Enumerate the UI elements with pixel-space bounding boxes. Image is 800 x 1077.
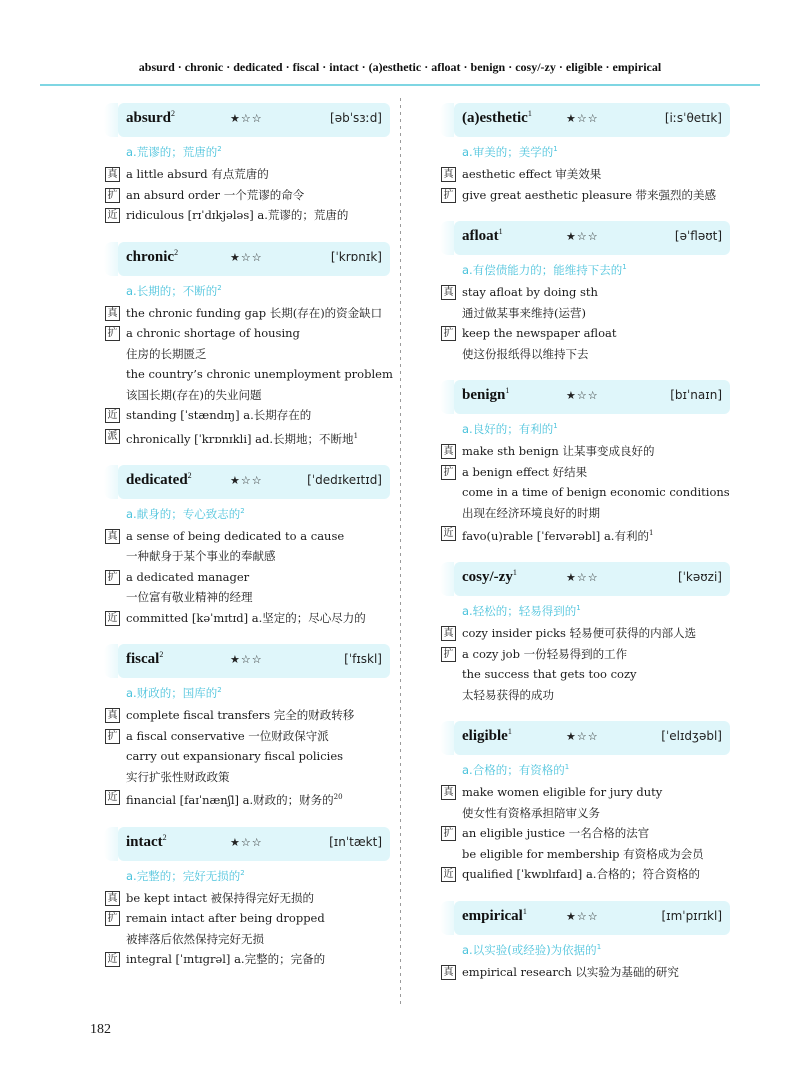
star-rating: ★☆☆ xyxy=(566,230,599,243)
headword-frequency: 2 xyxy=(171,109,176,118)
example-text: 使女性有资格承担陪审义务 xyxy=(462,805,600,820)
example-line xyxy=(440,503,730,524)
left-column xyxy=(104,103,393,986)
example-text: empirical research 以实验为基础的研究 xyxy=(462,964,679,979)
tag-box: 扩 xyxy=(105,729,120,744)
tag-box: 扩 xyxy=(105,188,120,203)
headword-bar xyxy=(454,901,730,935)
example-text: 住房的长期匮乏 xyxy=(126,346,207,361)
headword-frequency: 1 xyxy=(512,568,517,578)
example-frequency: 20 xyxy=(333,793,343,802)
definition-frequency: 1 xyxy=(576,604,581,613)
example-line xyxy=(440,282,730,303)
headword xyxy=(462,227,503,245)
headword xyxy=(126,109,175,127)
example-text: a cozy job 一份轻易得到的工作 xyxy=(462,646,628,661)
example-text: a sense of being dedicated to a cause xyxy=(126,528,345,543)
tag-box: 扩 xyxy=(441,826,456,841)
definition-text: a.完整的；完好无损的 xyxy=(126,868,241,883)
tag-box: 真 xyxy=(441,444,456,459)
headword xyxy=(126,650,163,668)
header-rule xyxy=(40,84,760,86)
example-text: 一种献身于某个事业的奉献感 xyxy=(126,549,276,564)
example-line xyxy=(440,782,730,803)
definition xyxy=(462,262,730,278)
example-text: an absurd order 一个荒谬的命令 xyxy=(126,187,305,202)
definition-frequency: 1 xyxy=(553,145,558,154)
example-text: 被摔落后依然保持完好无损 xyxy=(126,931,264,946)
example-text: ridiculous [rɪˈdɪkjələs] a.荒谬的；荒唐的 xyxy=(126,208,349,222)
example-frequency: 1 xyxy=(353,431,359,440)
example-text: the success that gets too cozy xyxy=(462,667,637,682)
example-line xyxy=(104,185,390,206)
example-line xyxy=(440,185,730,206)
definition-frequency: 2 xyxy=(240,507,245,515)
example-text: make women eligible for jury duty xyxy=(462,785,663,800)
headword-frequency: 1 xyxy=(498,227,503,236)
example-text: chronically [ˈkrɒnɪkli] ad.长期地；不断地 xyxy=(126,431,354,446)
definition-frequency: 1 xyxy=(553,422,558,431)
example-text: 一位富有敬业精神的经理 xyxy=(126,590,253,605)
example-line xyxy=(440,523,730,546)
definition xyxy=(462,762,730,778)
tag-box: 派 xyxy=(105,429,120,444)
example-line xyxy=(440,323,730,344)
example-line xyxy=(440,344,730,365)
example-line xyxy=(104,908,390,929)
tag-box: 扩 xyxy=(105,326,120,341)
headword-bar xyxy=(454,562,730,596)
example-text: 使这份报纸得以维持下去 xyxy=(462,346,589,361)
example-line xyxy=(440,685,730,706)
phonetic: [ɪmˈpɪrɪkl] xyxy=(661,908,722,923)
star-rating: ★☆☆ xyxy=(230,473,263,487)
example-text: make sth benign 让某事变成良好的 xyxy=(462,444,655,458)
example-text: favo(u)rable [ˈfeɪvərəbl] a.有利的 xyxy=(462,528,649,543)
definition-text: a.以实验(或经验)为依据的 xyxy=(462,942,597,957)
definition-text: a.长期的；不断的 xyxy=(126,283,218,298)
example-line xyxy=(440,803,730,824)
entry-fiscal xyxy=(104,644,390,810)
example-line xyxy=(104,205,390,226)
star-rating: ★☆☆ xyxy=(566,112,599,125)
example-text: keep the newspaper afloat xyxy=(462,326,617,340)
tag-box: 扩 xyxy=(441,647,456,662)
definition-frequency: 1 xyxy=(596,943,602,951)
example-text: stay afloat by doing sth xyxy=(462,285,598,299)
headword-frequency: 2 xyxy=(162,832,167,842)
column-divider xyxy=(396,98,406,1008)
definition xyxy=(462,421,730,437)
tag-box: 近 xyxy=(441,526,456,541)
example-line xyxy=(104,344,390,365)
example-text: the chronic funding gap 长期(存在)的资金缺口 xyxy=(126,305,383,320)
headword xyxy=(462,386,509,404)
star-rating: ★☆☆ xyxy=(566,730,599,744)
star-rating: ★☆☆ xyxy=(566,389,599,402)
example-line xyxy=(104,746,390,767)
entry-aesthetic xyxy=(440,103,730,205)
example-line xyxy=(440,164,730,185)
example-line xyxy=(440,482,730,503)
headword-bar xyxy=(118,465,390,499)
example-text: complete fiscal transfers 完全的财政转移 xyxy=(126,708,355,723)
definition xyxy=(462,603,730,619)
example-text: an eligible justice 一名合格的法官 xyxy=(462,826,650,841)
example-text: the country’s chronic unemployment problem xyxy=(126,367,393,381)
star-rating: ★☆☆ xyxy=(230,835,263,849)
definition xyxy=(126,506,390,522)
star-rating: ★☆☆ xyxy=(230,653,263,667)
phonetic: [əbˈsɜːd] xyxy=(330,111,382,125)
tag-box: 近 xyxy=(105,952,120,967)
definition-frequency: 2 xyxy=(217,283,222,292)
headword-text: intact xyxy=(126,833,163,850)
definition-frequency: 2 xyxy=(217,145,222,154)
tag-box: 真 xyxy=(441,785,456,800)
tag-box: 扩 xyxy=(105,911,120,926)
example-text: a little absurd 有点荒唐的 xyxy=(126,167,269,181)
definition-frequency: 1 xyxy=(564,763,570,772)
headword-text: chronic xyxy=(126,248,175,265)
tag-box: 真 xyxy=(105,306,120,321)
tag-box: 真 xyxy=(441,285,456,300)
example-line xyxy=(440,962,730,983)
example-line xyxy=(104,767,390,788)
example-line xyxy=(440,462,730,483)
example-line xyxy=(104,303,390,324)
headword-frequency: 2 xyxy=(159,650,164,660)
example-text: committed [kəˈmɪtɪd] a.坚定的；尽心尽力的 xyxy=(126,610,366,625)
headword-bar xyxy=(118,103,390,137)
tag-box: 近 xyxy=(105,408,120,423)
example-text: 出现在经济环境良好的时期 xyxy=(462,505,600,520)
definition-text: a.审美的；美学的 xyxy=(462,145,554,159)
headword-text: benign xyxy=(462,387,506,403)
headword-text: cosy/-zy xyxy=(462,569,513,586)
example-line xyxy=(440,303,730,324)
example-line xyxy=(440,664,730,685)
example-line xyxy=(104,929,390,950)
example-line xyxy=(104,526,390,547)
headword-bar xyxy=(454,221,730,255)
phonetic: [ˈkəʊzi] xyxy=(677,570,722,585)
definition xyxy=(126,868,390,884)
star-rating: ★☆☆ xyxy=(230,112,263,125)
headword xyxy=(126,471,192,489)
definition xyxy=(126,144,390,160)
star-rating: ★☆☆ xyxy=(230,250,263,264)
example-line xyxy=(440,441,730,462)
headword-bar xyxy=(454,721,730,755)
headword-text: absurd xyxy=(126,110,172,126)
headword-bar xyxy=(118,644,390,678)
example-frequency: 1 xyxy=(648,529,654,537)
entry-chronic xyxy=(104,242,393,449)
headword-text: eligible xyxy=(462,728,508,745)
headword-frequency: 1 xyxy=(507,727,512,737)
definition-text: a.有偿债能力的；能维持下去的 xyxy=(462,263,623,277)
tag-box: 近 xyxy=(105,611,120,626)
definition-text: a.荒谬的；荒唐的 xyxy=(126,145,218,159)
tag-box: 真 xyxy=(441,965,456,980)
example-text: a benign effect 好结果 xyxy=(462,464,588,479)
running-header xyxy=(40,52,760,82)
headword xyxy=(126,833,167,851)
tag-box: 扩 xyxy=(441,188,456,203)
tag-box: 真 xyxy=(105,167,120,182)
headword-text: empirical xyxy=(462,907,523,924)
definition-text: a.献身的；专心致志的 xyxy=(126,506,241,521)
example-text: financial [faɪˈnænʃl] a.财政的；财务的 xyxy=(126,793,334,808)
example-line xyxy=(104,705,390,726)
header-word-list: absurd · chronic · dedicated · fiscal · intact · (a)esthetic · afloat · benign · cosy/-zy · eligible · empirical xyxy=(138,60,662,74)
headword-text: fiscal xyxy=(126,651,160,668)
tag-box: 近 xyxy=(105,208,120,223)
example-text: cozy insider picks 轻易便可获得的内部人选 xyxy=(462,626,697,641)
headword xyxy=(462,109,532,127)
headword-bar xyxy=(454,103,730,137)
example-line xyxy=(104,164,390,185)
example-line xyxy=(104,546,390,567)
headword-bar xyxy=(454,380,730,414)
example-text: remain intact after being dropped xyxy=(126,911,325,926)
entry-afloat xyxy=(440,221,730,364)
example-text: 太轻易获得的成功 xyxy=(462,687,554,702)
example-line xyxy=(104,385,390,406)
entry-cosyzy xyxy=(440,562,730,705)
example-text: a chronic shortage of housing xyxy=(126,326,300,340)
example-text: 通过做某事来维持(运营) xyxy=(462,305,586,320)
headword-frequency: 1 xyxy=(505,386,510,395)
example-text: integral [ˈɪntɪgrəl] a.完整的；完备的 xyxy=(126,952,326,967)
headword-text: dedicated xyxy=(126,471,188,488)
tag-box: 真 xyxy=(441,167,456,182)
example-text: carry out expansionary fiscal policies xyxy=(126,749,344,764)
example-line xyxy=(440,623,730,644)
definition-text: a.轻松的；轻易得到的 xyxy=(462,604,577,619)
definition-text: a.合格的；有资格的 xyxy=(462,763,565,778)
example-line xyxy=(440,823,730,844)
definition-frequency: 1 xyxy=(622,263,627,272)
tag-box: 真 xyxy=(105,891,120,906)
example-line xyxy=(440,844,730,865)
phonetic: [bɪˈnaɪn] xyxy=(670,388,722,402)
example-text: 该国长期(存在)的失业问题 xyxy=(126,387,262,402)
star-rating: ★☆☆ xyxy=(566,571,599,585)
phonetic: [ˈkrɒnɪk] xyxy=(330,249,382,264)
tag-box: 扩 xyxy=(441,465,456,480)
phonetic: [ˈelɪdʒəbl] xyxy=(661,729,722,744)
headword-bar xyxy=(118,242,390,276)
headword xyxy=(462,907,527,925)
example-line xyxy=(440,644,730,665)
example-text: qualified [ˈkwɒlɪfaɪd] a.合格的；符合资格的 xyxy=(462,867,700,882)
phonetic: [ˈfɪskl] xyxy=(344,652,382,667)
headword-text: (a)esthetic xyxy=(462,110,528,126)
tag-box: 扩 xyxy=(105,570,120,585)
tag-box: 真 xyxy=(441,626,456,641)
headword-text: afloat xyxy=(462,228,499,244)
example-text: be eligible for membership 有资格成为会员 xyxy=(462,846,704,861)
example-line xyxy=(104,888,390,909)
example-text: be kept intact 被保持得完好无损的 xyxy=(126,890,315,905)
example-text: a dedicated manager xyxy=(126,569,250,584)
definition xyxy=(462,144,730,160)
example-line xyxy=(104,323,390,344)
example-line xyxy=(104,949,390,970)
entry-eligible xyxy=(440,721,730,885)
tag-box: 近 xyxy=(441,867,456,882)
example-text: come in a time of benign economic conditions xyxy=(462,485,730,499)
example-text: give great aesthetic pleasure 带来强烈的美感 xyxy=(462,187,717,202)
example-text: standing [ˈstændɪŋ] a.长期存在的 xyxy=(126,408,312,422)
example-line xyxy=(104,726,390,747)
example-text: a fiscal conservative 一位财政保守派 xyxy=(126,728,329,743)
example-line xyxy=(104,426,390,449)
example-line xyxy=(104,608,390,629)
phonetic: [ɪnˈtækt] xyxy=(329,834,382,849)
example-line xyxy=(104,787,390,810)
right-column xyxy=(440,103,730,998)
entry-benign xyxy=(440,380,730,546)
tag-box: 近 xyxy=(105,790,120,805)
definition-text: a.良好的；有利的 xyxy=(462,422,554,436)
definition xyxy=(462,942,730,958)
headword xyxy=(462,727,512,745)
definition xyxy=(126,283,390,299)
example-line xyxy=(104,587,390,608)
headword-frequency: 2 xyxy=(174,247,179,257)
star-rating: ★☆☆ xyxy=(566,909,599,923)
definition-frequency: 2 xyxy=(240,868,245,877)
headword xyxy=(126,248,178,266)
headword-frequency: 1 xyxy=(527,109,532,118)
example-line xyxy=(440,864,730,885)
definition-frequency: 2 xyxy=(217,686,222,695)
headword-bar xyxy=(118,827,390,861)
example-line xyxy=(104,364,393,385)
phonetic: [əˈfləʊt] xyxy=(674,229,722,243)
example-text: 实行扩张性财政政策 xyxy=(126,769,230,784)
page-number: 182 xyxy=(90,1022,111,1037)
tag-box: 真 xyxy=(105,529,120,544)
tag-box: 真 xyxy=(105,708,120,723)
definition-text: a.财政的；国库的 xyxy=(126,686,218,701)
headword xyxy=(462,568,517,586)
entry-intact xyxy=(104,827,390,970)
phonetic: [iːsˈθetɪk] xyxy=(664,111,722,125)
example-line xyxy=(104,405,390,426)
example-text: aesthetic effect 审美效果 xyxy=(462,167,602,181)
headword-frequency: 1 xyxy=(522,906,527,916)
tag-box: 扩 xyxy=(441,326,456,341)
entry-dedicated xyxy=(104,465,390,629)
entry-empirical xyxy=(440,901,730,983)
entry-absurd xyxy=(104,103,390,226)
headword-frequency: 2 xyxy=(187,470,192,480)
example-line xyxy=(104,567,390,588)
phonetic: [ˈdedɪkeɪtɪd] xyxy=(307,472,382,487)
definition xyxy=(126,685,390,701)
